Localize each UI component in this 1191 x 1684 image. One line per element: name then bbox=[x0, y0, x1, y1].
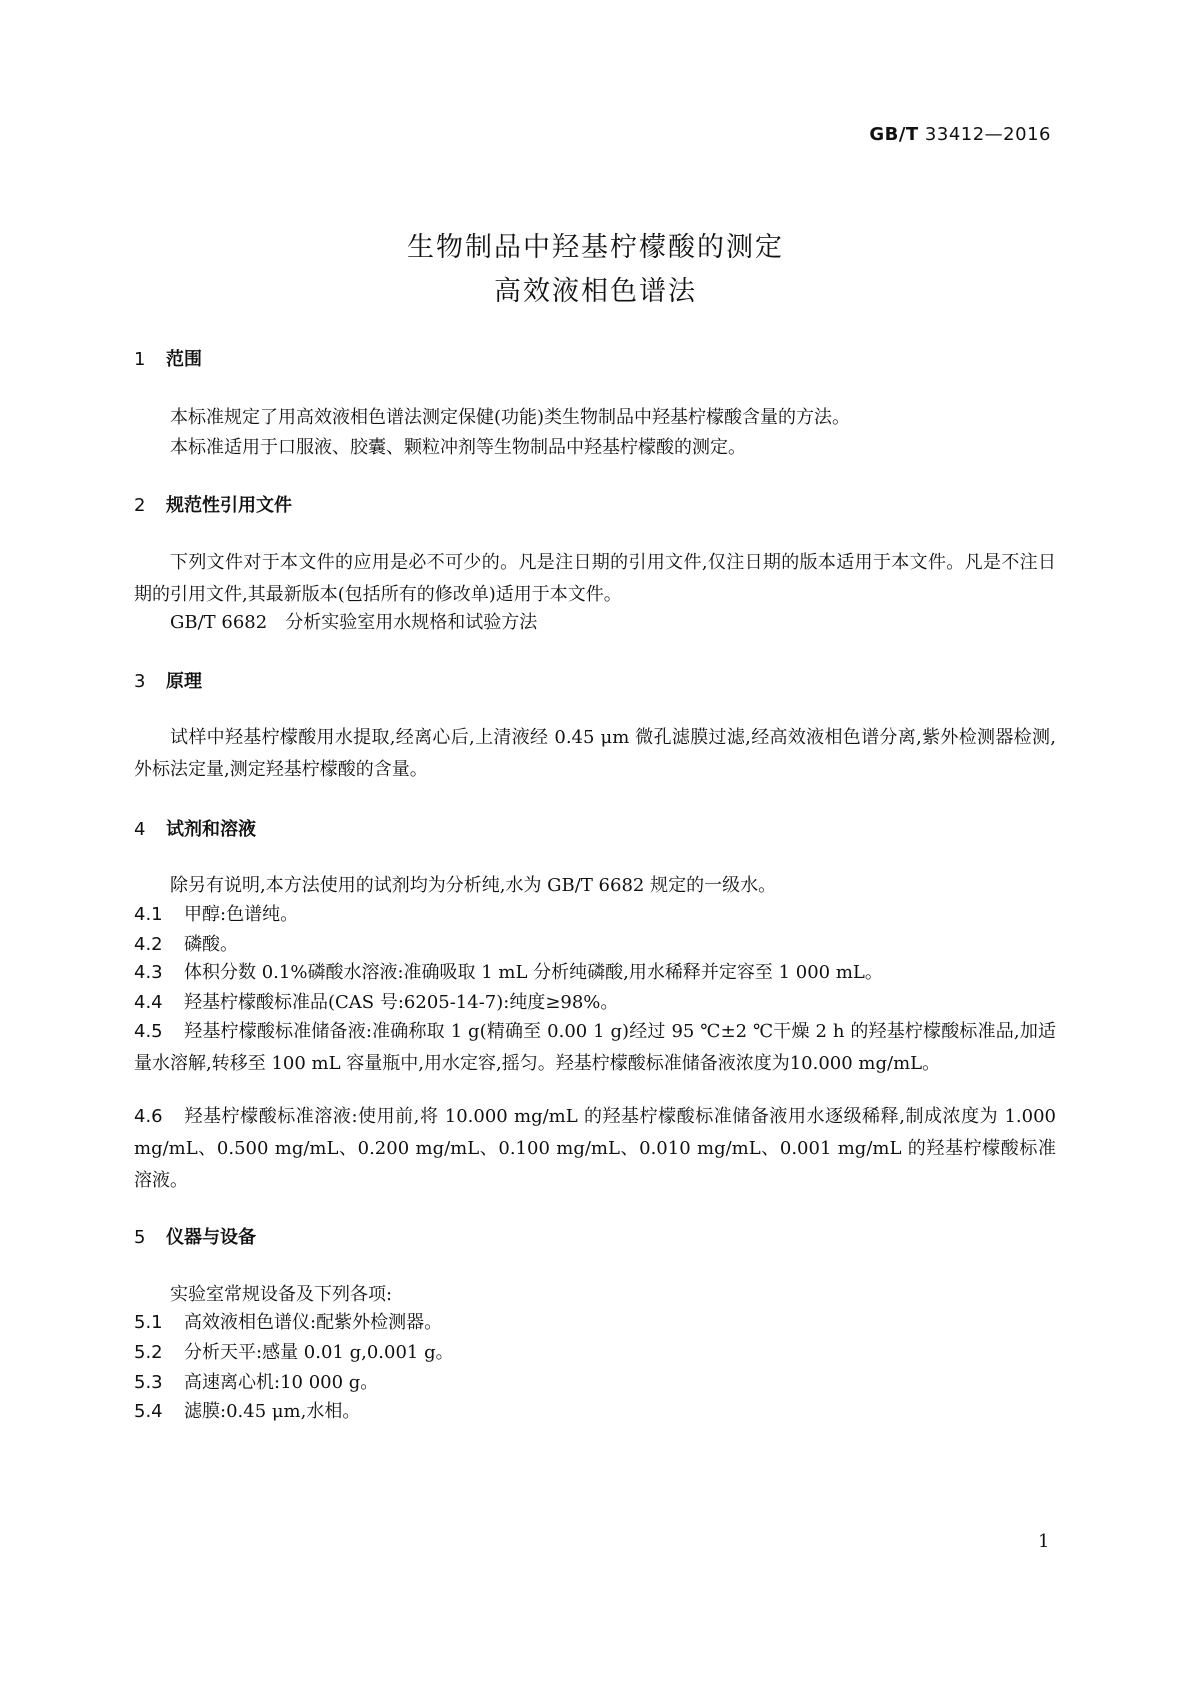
section-heading-4 bbox=[134, 815, 256, 841]
section-title: 范围 bbox=[166, 349, 202, 370]
item-number: 4.3 bbox=[134, 962, 163, 983]
list-item-4-3 bbox=[134, 957, 1056, 989]
section-number: 4 bbox=[134, 819, 146, 840]
section-1-paragraph-1: 本标准规定了用高效液相色谱法测定保健(功能)类生物制品中羟基柠檬酸含量的方法。 bbox=[170, 407, 851, 428]
title-line-1: 生物制品中羟基柠檬酸的测定 bbox=[407, 232, 784, 263]
document-title bbox=[0, 226, 1191, 314]
list-item-5-1 bbox=[134, 1307, 1056, 1339]
section-heading-3 bbox=[134, 667, 202, 693]
normative-reference: GB/T 6682 分析实验室用水规格和试验方法 bbox=[170, 612, 538, 633]
section-1-paragraph-2: 本标准适用于口服液、胶囊、颗粒冲剂等生物制品中羟基柠檬酸的测定。 bbox=[170, 437, 746, 458]
section-heading-1 bbox=[134, 345, 202, 371]
section-title: 原理 bbox=[166, 671, 202, 692]
section-4-intro: 除另有说明,本方法使用的试剂均为分析纯,水为 GB/T 6682 规定的一级水。 bbox=[170, 875, 777, 896]
standard-code bbox=[869, 124, 1051, 145]
section-number: 5 bbox=[134, 1227, 146, 1248]
list-item-5-2 bbox=[134, 1337, 1056, 1369]
page-number: 1 bbox=[1038, 1531, 1050, 1552]
section-number: 3 bbox=[134, 671, 146, 692]
item-number: 4.4 bbox=[134, 992, 163, 1013]
item-number: 4.1 bbox=[134, 904, 163, 925]
item-text: 高效液相色谱仪:配紫外检测器。 bbox=[184, 1312, 443, 1333]
section-number: 1 bbox=[134, 349, 146, 370]
title-line-2: 高效液相色谱法 bbox=[494, 276, 697, 307]
item-number: 4.6 bbox=[134, 1106, 163, 1127]
item-text: 羟基柠檬酸标准品(CAS 号:6205-14-7):纯度≥98%。 bbox=[184, 992, 619, 1013]
item-text: 羟基柠檬酸标准溶液:使用前,将 10.000 mg/mL 的羟基柠檬酸标准储备液用水逐级稀释,制成浓度为 1.000 mg/mL、0.500 mg/mL、0.200 mg/mL、0.100 mg/mL、0.010 mg/mL、0.001 mg/mL 的羟基柠檬酸标准溶液。 bbox=[134, 1106, 1056, 1191]
item-number: 5.4 bbox=[134, 1401, 163, 1422]
standard-code-number: 33412—2016 bbox=[924, 124, 1051, 145]
section-title: 仪器与设备 bbox=[166, 1227, 256, 1248]
section-title: 规范性引用文件 bbox=[166, 495, 292, 516]
item-text: 羟基柠檬酸标准储备液:准确称取 1 g(精确至 0.00 1 g)经过 95 ℃±2 ℃干燥 2 h 的羟基柠檬酸标准品,加适量水溶解,转移至 100 mL 容量瓶中,用水定容,摇匀。羟基柠檬酸标准储备液浓度为10.000 mg/mL。 bbox=[134, 1021, 1056, 1074]
item-text: 磷酸。 bbox=[184, 934, 238, 955]
list-item-4-6 bbox=[134, 1101, 1056, 1197]
section-5-intro: 实验室常规设备及下列各项: bbox=[170, 1284, 393, 1305]
item-text: 体积分数 0.1%磷酸水溶液:准确吸取 1 mL 分析纯磷酸,用水稀释并定容至 1 000 mL。 bbox=[184, 962, 883, 983]
item-text: 分析天平:感量 0.01 g,0.001 g。 bbox=[184, 1342, 454, 1363]
list-item-5-4 bbox=[134, 1396, 1056, 1428]
section-number: 2 bbox=[134, 495, 146, 516]
item-text: 高速离心机:10 000 g。 bbox=[184, 1372, 379, 1393]
item-text: 甲醇:色谱纯。 bbox=[184, 904, 299, 925]
list-item-5-3 bbox=[134, 1367, 1056, 1399]
standard-code-prefix: GB/T bbox=[869, 124, 919, 145]
item-number: 4.2 bbox=[134, 934, 163, 955]
section-heading-5 bbox=[134, 1223, 256, 1249]
section-heading-2 bbox=[134, 491, 292, 517]
list-item-4-1 bbox=[134, 899, 1056, 931]
section-3-paragraph-1: 试样中羟基柠檬酸用水提取,经离心后,上清液经 0.45 μm 微孔滤膜过滤,经高效液相色谱分离,紫外检测器检测,外标法定量,测定羟基柠檬酸的含量。 bbox=[134, 727, 1056, 780]
item-text: 滤膜:0.45 μm,水相。 bbox=[184, 1401, 361, 1422]
list-item-4-5 bbox=[134, 1016, 1056, 1080]
list-item-4-4 bbox=[134, 987, 1056, 1019]
item-number: 5.1 bbox=[134, 1312, 163, 1333]
item-number: 4.5 bbox=[134, 1021, 163, 1042]
item-number: 5.2 bbox=[134, 1342, 163, 1363]
section-2-paragraph-1: 下列文件对于本文件的应用是必不可少的。凡是注日期的引用文件,仅注日期的版本适用于本文件。凡是不注日期的引用文件,其最新版本(包括所有的修改单)适用于本文件。 bbox=[134, 552, 1056, 605]
item-number: 5.3 bbox=[134, 1372, 163, 1393]
section-title: 试剂和溶液 bbox=[166, 819, 256, 840]
